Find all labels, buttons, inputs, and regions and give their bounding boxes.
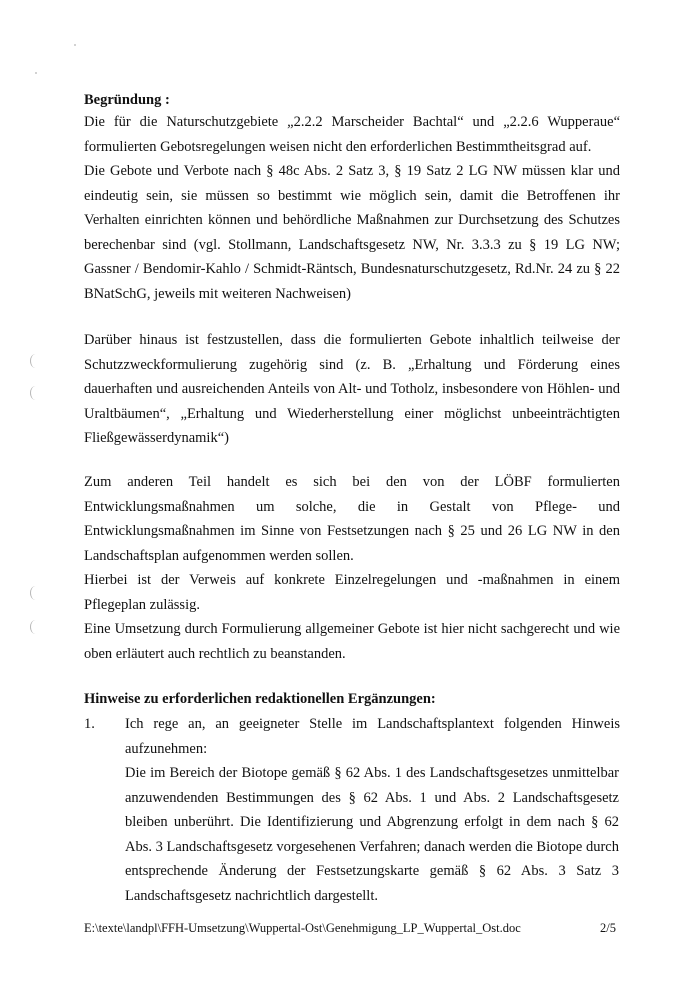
punch-hole-mark xyxy=(30,354,41,368)
paragraph-group-3 xyxy=(84,470,620,666)
punch-hole-mark xyxy=(30,620,41,634)
list-item-text: Ich rege an, an geeigneter Stelle im Landschaftsplantext folgenden Hinweis aufzunehmen: xyxy=(125,716,620,757)
paragraph-group-2 xyxy=(84,328,620,451)
scan-speck xyxy=(74,44,76,46)
paragraph: Eine Umsetzung durch Formulierung allgemeiner Gebote ist hier nicht sachgerecht und wie oben erläutert auch rechtlich zu beanstanden. xyxy=(84,621,620,662)
paragraph: Die Gebote und Verbote nach § 48c Abs. 2 Satz 3, § 19 Satz 2 LG NW müssen klar und eindeutig sein, sie müssen so bestimmt wie möglich sein, damit die Betroffenen ihr Verhalten einrichten können und behördliche Maßnahmen zur Durchsetzung des Schutzes berechenbar sind (vgl. Stollmann, Landschaftsgesetz NW, Nr. 3.3.3 zu § 19 LG NW; Gassner / Bendomir-Kahlo / Schmidt-Räntsch, Bundesnaturschutzgesetz, Rd.Nr. 24 zu § 22 BNatSchG, jeweils mit weiteren Nachweisen) xyxy=(84,163,620,302)
footer-page-number: 2/5 xyxy=(600,921,616,935)
paragraph: Hierbei ist der Verweis auf konkrete Einzelregelungen und -maßnahmen in einem Pflegeplan zulässig. xyxy=(84,572,620,613)
scan-speck xyxy=(35,72,37,74)
punch-hole-mark xyxy=(30,386,41,400)
paragraph: Darüber hinaus ist festzustellen, dass die formulierten Gebote inhaltlich teilweise der Schutzzweckformulierung zugehörig sind (z. B. „Erhaltung und Förderung eines dauerhaften und ausreichenden Anteils von Alt- und Totholz, insbesondere von Höhlen- und Uraltbäumen“, „Erhaltung und Wiederherstellung einer möglichst unbeeinträchtigten Fließgewässerdynamik“) xyxy=(84,332,620,446)
section-heading-begruendung: Begründung : xyxy=(84,92,170,108)
paragraph: Die für die Naturschutzgebiete „2.2.2 Marscheider Bachtal“ und „2.2.6 Wupperaue“ formulierten Gebotsregelungen weisen nicht den erforderlichen Bestimmtheitsgrad auf. xyxy=(84,114,620,155)
paragraph: Zum anderen Teil handelt es sich bei den von der LÖBF formulierten Entwicklungsmaßnahmen um solche, die in Gestalt von Pflege- und Entwicklungsmaßnahmen im Sinne von Festsetzungen nach § 25 und 26 LG NW in den Landschaftsplan aufgenommen werden sollen. xyxy=(84,474,620,564)
list-item-number: 1. xyxy=(84,716,95,732)
section-heading-hinweise: Hinweise zu erforderlichen redaktionellen Ergänzungen: xyxy=(84,691,436,707)
punch-hole-mark xyxy=(30,586,41,600)
footer-file-path: E:\texte\landpl\FFH-Umsetzung\Wuppertal-Ost\Genehmigung_LP_Wuppertal_Ost.doc xyxy=(84,921,521,935)
quoted-notice: Die im Bereich der Biotope gemäß § 62 Abs. 1 des Landschaftsgesetzes unmittelbar anzuwendenden Bestimmungen des § 62 Abs. 1 und Abs. 2 Landschaftsgesetz bleiben unberührt. Die Identifizierung und Abgrenzung erfolgt in dem nach § 62 Abs. 3 Landschaftsgesetz vorgesehenen Verfahren; danach werden die Biotope durch entsprechende Änderung der Festsetzungskarte gemäß § 62 Abs. 3 Satz 3 Landschaftsgesetz nachrichtlich dargestellt. xyxy=(125,765,619,904)
paragraph-group-1 xyxy=(84,110,620,306)
